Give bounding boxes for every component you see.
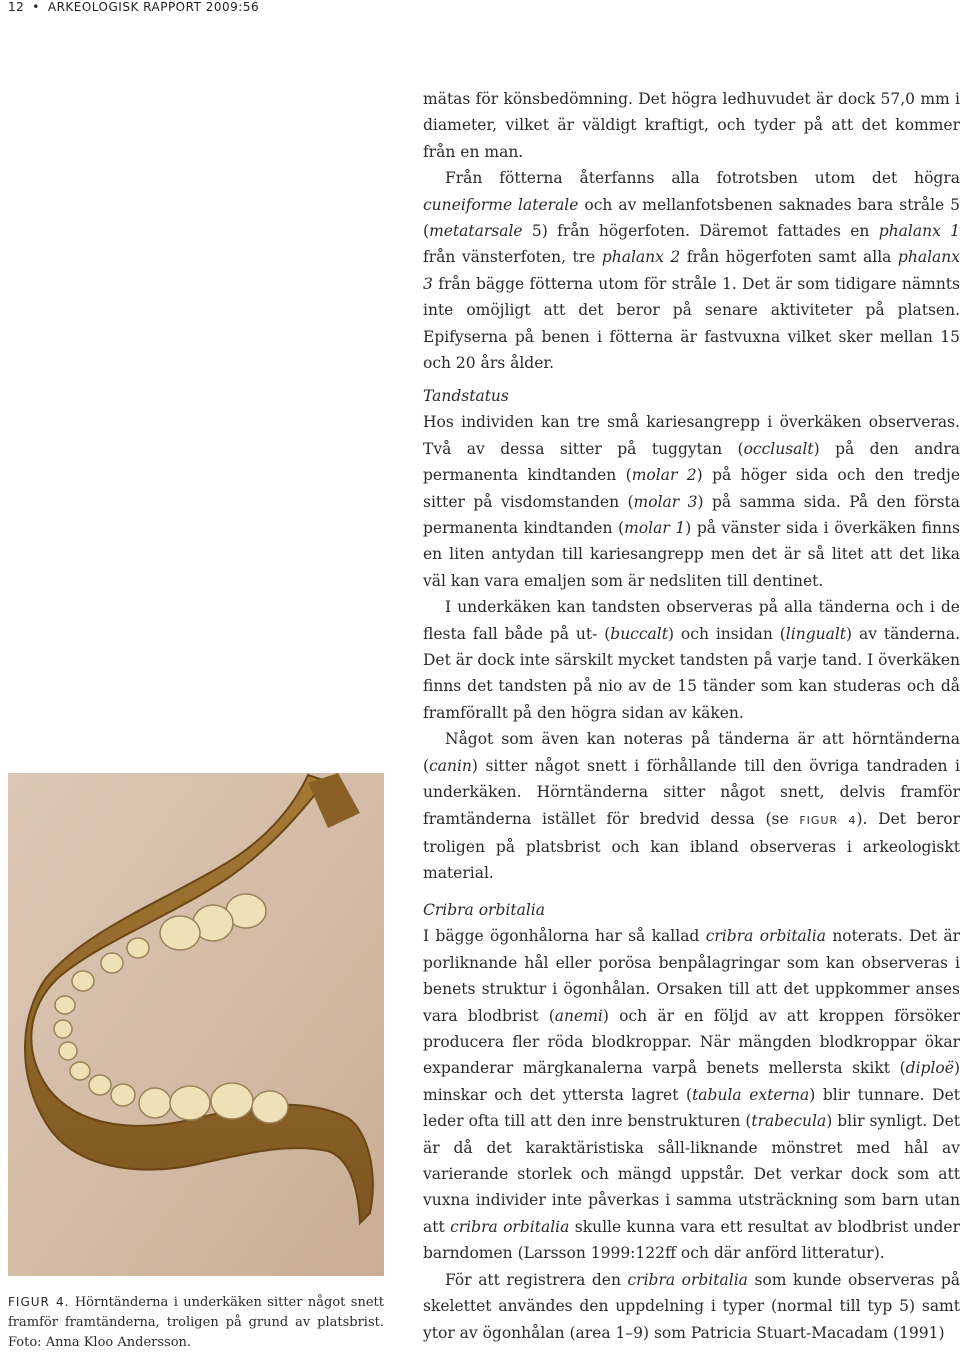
paragraph: Något som även kan noteras på tänderna är att hörntänderna (canin) sitter något snett i förhållande till den övriga tandraden i underkäken. Hörntänderna sitter något snett, delvis framför framtänderna istället för bredvid dessa (se FIGUR 4). Det beror troligen på platsbrist och kan ibland observeras i arkeologiskt material. bbox=[423, 730, 960, 883]
report-title: ARKEOLOGISK RAPPORT 2009:56 bbox=[47, 0, 260, 14]
section-cribra-orbitalia bbox=[423, 897, 960, 1346]
caption-text: Hörntänderna i underkäken sitter något snett framför framtänderna, troligen på grund av platsbrist. Foto: Anna Kloo Andersson. bbox=[8, 1295, 384, 1350]
paragraph: I underkäken kan tandsten observeras på alla tänderna och i de flesta fall både på ut- (buccalt) och insidan (lingualt) av tänderna. Det är dock inte särskilt mycket tandsten på varje tand. I överkäken finns det tandsten på nio av de 15 tänder som kan studeras och då framförallt på den högra sidan av käken. bbox=[423, 598, 960, 722]
page-number: 12 bbox=[8, 0, 25, 14]
figure-label: FIGUR 4. bbox=[8, 1295, 70, 1309]
paragraph: För att registrera den cribra orbitalia som kunde observeras på skelettet användes den uppdelning i typer (normal till typ 5) samt ytor av ögonhålan (area 1–9) som Patricia Stuart-Macadam (1991) bbox=[423, 1270, 960, 1342]
section-heading: Tandstatus bbox=[423, 387, 509, 405]
section-tandstatus bbox=[423, 383, 960, 887]
mandible-photo bbox=[8, 773, 384, 1276]
paragraph: Hos individen kan tre små kariesangrepp i överkäken observeras. Två av dessa sitter på tuggytan (occlusalt) på den andra permanenta kindtanden (molar 2) på höger sida och den tredje sitter på visdomstanden (molar 3) på samma sida. På den första permanenta kindtanden (molar 1) på vänster sida i överkäken finns en liten antydan till kariesangrepp men det är så litet att det lika väl kan vara emaljen som är nedsliten till dentinet. bbox=[423, 413, 960, 590]
paragraph: I bägge ögonhålorna har så kallad cribra orbitalia noterats. Det är porliknande hål eller porösa benpålagringar som kan observeras i benets struktur i ögonhålan. Orsaken till att det uppkommer anses vara blodbrist (anemi) och är en följd av att kroppen försöker producera fler röda blodkroppar. När mängden blodkroppar ökar expanderar märgkanalerna varpå benets mellersta skikt (diploë) minskar och det yttersta lagret (tabula externa) blir tunnare. Det leder ofta till att den inre benstrukturen (trabecula) blir synligt. Det är då det karaktäristiska såll-liknande mönstret med hål av varierande storlek och mängd uppstår. Det verkar dock som att vuxna individer inte påverkas i samma utsträckning som barn utan att cribra orbitalia skulle kunna vara ett resultat av blodbrist under barndomen (Larsson 1999:122ff och där anförd litteratur). bbox=[423, 927, 960, 1263]
paragraph: Från fötterna återfanns alla fotrotsben utom det högra cuneiforme laterale och av mellanfotsbenen saknades bara stråle 5 (metatarsale 5) från högerfoten. Däremot fattades en phalanx 1 från vänsterfoten, tre phalanx 2 från högerfoten samt alla phalanx 3 från bägge fötterna utom för stråle 1. Det är som tidigare nämnts inte omöjligt att det beror på senare aktiviteter på platsen. Epifyserna på benen i fötterna är fastvuxna vilket sker mellan 15 och 20 års ålder. bbox=[423, 169, 960, 373]
figure-caption bbox=[8, 1292, 384, 1353]
running-header bbox=[8, 0, 259, 16]
section-heading: Cribra orbitalia bbox=[423, 901, 545, 919]
figure-reference[interactable]: FIGUR 4 bbox=[799, 813, 857, 827]
section-feet bbox=[423, 86, 960, 376]
header-bullet: • bbox=[32, 0, 40, 14]
paragraph: mätas för könsbedömning. Det högra ledhuvudet är dock 57,0 mm i diameter, vilket är väldigt kraftigt, och tyder på att det kommer från en man. bbox=[423, 90, 960, 161]
